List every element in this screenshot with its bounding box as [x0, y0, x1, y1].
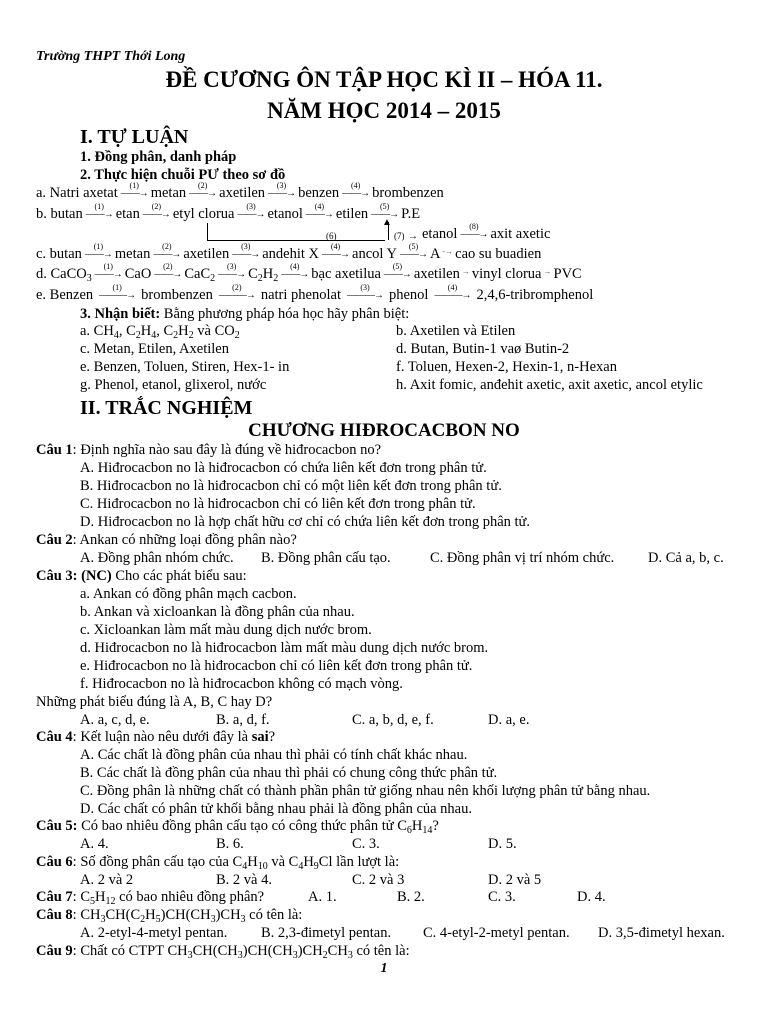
chain-c-item: andehit X — [262, 246, 320, 262]
chain-b-item: etilen — [335, 206, 369, 222]
section-heading-essay: I. TỰ LUẬN — [80, 126, 189, 148]
answer-option: D. 3,5-đimetyl hexan. — [598, 925, 725, 941]
arrow-icon: (5) ——→ — [400, 241, 427, 260]
chain-c-item: cao su buadien — [455, 246, 542, 262]
arrow-icon: (5) ——→ — [371, 201, 399, 220]
answer-option: B. Các chất là đồng phân của nhau thì phải có chung công thức phân tử. — [80, 765, 498, 781]
question-3: Câu 3: (NC) Cho các phát biểu sau: — [36, 568, 247, 584]
question-7: Câu 7: $C_5H_{12}$ có bao nhiêu đồng phân? — [36, 889, 265, 907]
branch-line-horizontal — [207, 240, 385, 241]
answer-option: C. Đồng phân là những chất có thành phần phân tử giống nhau nên khối lượng phân tử bằng nhau. — [80, 783, 651, 799]
chain-d-item: bạc axetilua — [311, 266, 381, 282]
chain-a-item: brombenzen — [372, 185, 444, 201]
answer-option: A. Các chất là đồng phân của nhau thì phải có tính chất khác nhau. — [80, 747, 468, 763]
arrow-icon: (8) ——→ — [460, 221, 488, 240]
arrow-icon: → — [408, 231, 418, 242]
arrow-icon: (4) ———→ — [434, 282, 471, 301]
arrow-icon: (2) ——→ — [189, 180, 217, 199]
branch-label-7: (7) — [394, 231, 405, 241]
chain-e-item: brombenzen — [141, 287, 213, 303]
reaction-chain-d — [36, 261, 582, 284]
arrow-icon: (4) ——→ — [342, 180, 370, 199]
answer-option: A. a, c, d, e. — [80, 712, 150, 728]
arrow-icon: (2) ——→ — [153, 241, 181, 260]
arrow-icon: (3) ——→ — [237, 201, 265, 220]
statement-item: a. Ankan có đồng phân mạch cacbon. — [80, 586, 297, 602]
subheading-reaction-chains: 2. Thực hiện chuỗi PƯ theo sơ đồ — [80, 167, 286, 183]
answer-option: D. 2 và 5 — [488, 872, 542, 888]
answer-option: C. 3. — [352, 836, 380, 852]
reaction-chain-b — [36, 201, 421, 224]
statement-item: e. Hiđrocacbon no là hiđrocacbon chỉ có liên kết đơn trong phân tử. — [80, 658, 473, 674]
answer-option: A. Hiđrocacbon no là hiđrocacbon có chứa liên kết đơn trong phân tử. — [80, 460, 487, 476]
answer-option: D. Cả a, b, c. — [648, 550, 724, 566]
small-arrow-icon: -→ — [442, 247, 454, 256]
arrow-icon: (5) ——→ — [383, 261, 411, 280]
arrow-icon: (3) ——→ — [232, 241, 260, 260]
arrow-icon: (1) ———→ — [99, 282, 136, 301]
small-arrow-icon: → — [461, 267, 470, 276]
question-8: Câu 8: $CH_3CH(C_2H_5)CH(CH_3)CH_3$ có tên là: — [36, 907, 303, 925]
chain-b-start: b. butan — [36, 206, 83, 222]
arrow-icon: (2) ———→ — [218, 282, 255, 301]
chain-b-item: etyl clorua — [172, 206, 235, 222]
chain-e-item: phenol — [388, 287, 429, 303]
chain-c-item: metan — [114, 246, 151, 262]
school-name: Trường THPT Thới Long — [36, 49, 186, 64]
answer-option: B. a, d, f. — [216, 712, 270, 728]
question-1: Câu 1: Định nghĩa nào sau đây là đúng về hiđrocacbon no? — [36, 442, 382, 458]
identify-item-h: h. Axit fomic, anđehit axetic, axit axetic, ancol etylic — [396, 377, 703, 393]
answer-option: A. 1. — [308, 889, 337, 905]
chain-e-item: natri phenolat — [260, 287, 341, 303]
identify-item-a: a. $CH_4$, $C_2H_4$, $C_2H_2$ và $CO_2$ — [80, 323, 240, 341]
identify-item-d: d. Butan, Butin-1 vaø Butin-2 — [396, 341, 570, 357]
chain-a-start: a. Natri axetat — [36, 185, 118, 201]
answer-option: B. Hiđrocacbon no là hiđrocacbon chỉ có một liên kết đơn trong phân tử. — [80, 478, 502, 494]
answer-option: B. 2,3-đimetyl pentan. — [261, 925, 392, 941]
arrow-icon: (1) ——→ — [85, 201, 113, 220]
statement-item: f. Hiđrocacbon no là hiđrocacbon không có mạch vòng. — [80, 676, 403, 692]
answer-option: A. 4. — [80, 836, 109, 852]
question-3-prompt: Những phát biểu đúng là A, B, C hay D? — [36, 694, 273, 710]
arrow-icon: (2) ——→ — [154, 261, 182, 280]
answer-option: C. 4-etyl-2-metyl pentan. — [423, 925, 570, 941]
answer-option: A. 2 và 2 — [80, 872, 134, 888]
chain-a-item: metan — [150, 185, 187, 201]
chain-c-item: axetilen — [183, 246, 230, 262]
answer-option: C. Hiđrocacbon no là hiđrocacbon chỉ có liên kết đơn trong phân tử. — [80, 496, 476, 512]
branch-line-vertical — [207, 223, 208, 240]
reaction-chain-c — [36, 241, 542, 264]
arrow-icon: (4) ——→ — [281, 261, 309, 280]
arrow-icon: (4) ——→ — [305, 201, 333, 220]
identify-item-f: f. Toluen, Hexen-2, Hexin-1, n-Hexan — [396, 359, 617, 375]
statement-item: c. Xicloankan làm mất màu dung dịch nước brom. — [80, 622, 372, 638]
answer-option: B. 2 và 4. — [216, 872, 272, 888]
subheading-isomers: 1. Đồng phân, danh pháp — [80, 149, 237, 165]
branch-label-6: (6) — [326, 231, 337, 241]
question-2: Câu 2: Ankan có những loại đồng phân nào? — [36, 532, 297, 548]
answer-option: B. Đồng phân cấu tạo. — [261, 550, 391, 566]
chain-a-item: benzen — [298, 185, 340, 201]
chain-e-item: 2,4,6-tribromphenol — [476, 287, 594, 303]
identify-item-e: e. Benzen, Toluen, Stiren, Hex-1- in — [80, 359, 290, 375]
identify-item-c: c. Metan, Etilen, Axetilen — [80, 341, 229, 357]
question-5: Câu 5: Có bao nhiêu đồng phân cấu tạo có công thức phân tử $C_6H_{14}$? — [36, 818, 439, 836]
chain-c-item: ancol Y — [352, 246, 397, 262]
answer-option: A. 2-etyl-4-metyl pentan. — [80, 925, 228, 941]
chain-d-item: CaO — [124, 266, 152, 282]
statement-item: b. Ankan và xicloankan là đồng phân của nhau. — [80, 604, 355, 620]
answer-option: A. Đồng phân nhóm chức. — [80, 550, 234, 566]
identify-item-b: b. Axetilen và Etilen — [396, 323, 516, 339]
reaction-chain-a — [36, 180, 444, 203]
chain-d-item: PVC — [553, 266, 582, 282]
answer-option: D. 4. — [577, 889, 606, 905]
arrow-icon: (4) ——→ — [322, 241, 350, 260]
reaction-chain-b-branch — [422, 221, 551, 244]
answer-option: D. Các chất có phân tử khối bằng nhau phải là đồng phân của nhau. — [80, 801, 472, 817]
arrow-up-icon: ▲ — [382, 217, 392, 228]
chain-c-item: A — [430, 246, 441, 262]
answer-option: D. 5. — [488, 836, 517, 852]
arrow-icon: (3) ——→ — [218, 261, 246, 280]
section-heading-multiple-choice: II. TRẮC NGHIỆM — [80, 397, 253, 419]
subheading-identify: 3. Nhận biết: Bằng phương pháp hóa học hãy phân biệt: — [80, 306, 410, 322]
arrow-icon: (2) ——→ — [142, 201, 170, 220]
answer-option: B. 6. — [216, 836, 244, 852]
answer-option: D. Hiđrocacbon no là hợp chất hữu cơ chỉ có chứa liên kết đơn trong phân tử. — [80, 514, 531, 530]
chain-d-item: CaC$_2$ — [184, 266, 216, 284]
chain-d-item: $C_2H_2$ — [248, 266, 279, 284]
arrow-icon: (1) ——→ — [84, 241, 112, 260]
chain-b-item: etan — [115, 206, 140, 222]
statement-item: d. Hiđrocacbon no là hiđrocacbon làm mất màu dung dịch nước brom. — [80, 640, 489, 656]
document-subtitle: NĂM HỌC 2014 – 2015 — [267, 98, 501, 123]
chain-b-item: P.E — [401, 206, 421, 222]
chain-d-start: d. CaCO$_3$ — [36, 266, 92, 284]
question-6: Câu 6: Số đồng phân cấu tạo của $C_4H_{10}$ và $C_4H_9Cl$ lần lượt là: — [36, 854, 400, 872]
chapter-heading: CHƯƠNG HIĐROCACBON NO — [248, 420, 520, 441]
answer-option: C. 3. — [488, 889, 516, 905]
chain-d-item: axetilen — [413, 266, 460, 282]
arrow-icon: (3) ——→ — [268, 180, 296, 199]
answer-option: C. Đồng phân vị trí nhóm chức. — [430, 550, 615, 566]
question-9: Câu 9: Chất có CTPT $CH_3CH(CH_3)CH(CH_3)CH_2CH_3$ có tên là: — [36, 943, 410, 961]
chain-b-item: etanol — [267, 206, 303, 222]
identify-item-g: g. Phenol, etanol, glixerol, nước — [80, 377, 267, 393]
arrow-icon: (1) ——→ — [120, 180, 148, 199]
arrow-icon: (3) ———→ — [346, 282, 383, 301]
chain-a-item: axetilen — [219, 185, 266, 201]
chain-d-item: vinyl clorua — [471, 266, 542, 282]
arrow-icon: (1) ——→ — [94, 261, 122, 280]
chain-e-start: e. Benzen — [36, 287, 94, 303]
chain-b-branch-item: etanol — [422, 226, 458, 242]
answer-option: C. 2 và 3 — [352, 872, 405, 888]
answer-option: D. a, e. — [488, 712, 530, 728]
answer-option: C. a, b, d, e, f. — [352, 712, 434, 728]
question-4: Câu 4: Kết luận nào nêu dưới đây là sai? — [36, 729, 276, 745]
document-title: ĐỀ CƯƠNG ÔN TẬP HỌC KÌ II – HÓA 11. — [165, 67, 603, 92]
page-number: 1 — [380, 961, 388, 976]
reaction-chain-e — [36, 282, 594, 305]
chain-c-start: c. butan — [36, 246, 82, 262]
answer-option: B. 2. — [397, 889, 425, 905]
small-arrow-icon: → — [543, 267, 552, 276]
chain-b-branch-item: axit axetic — [490, 226, 551, 242]
